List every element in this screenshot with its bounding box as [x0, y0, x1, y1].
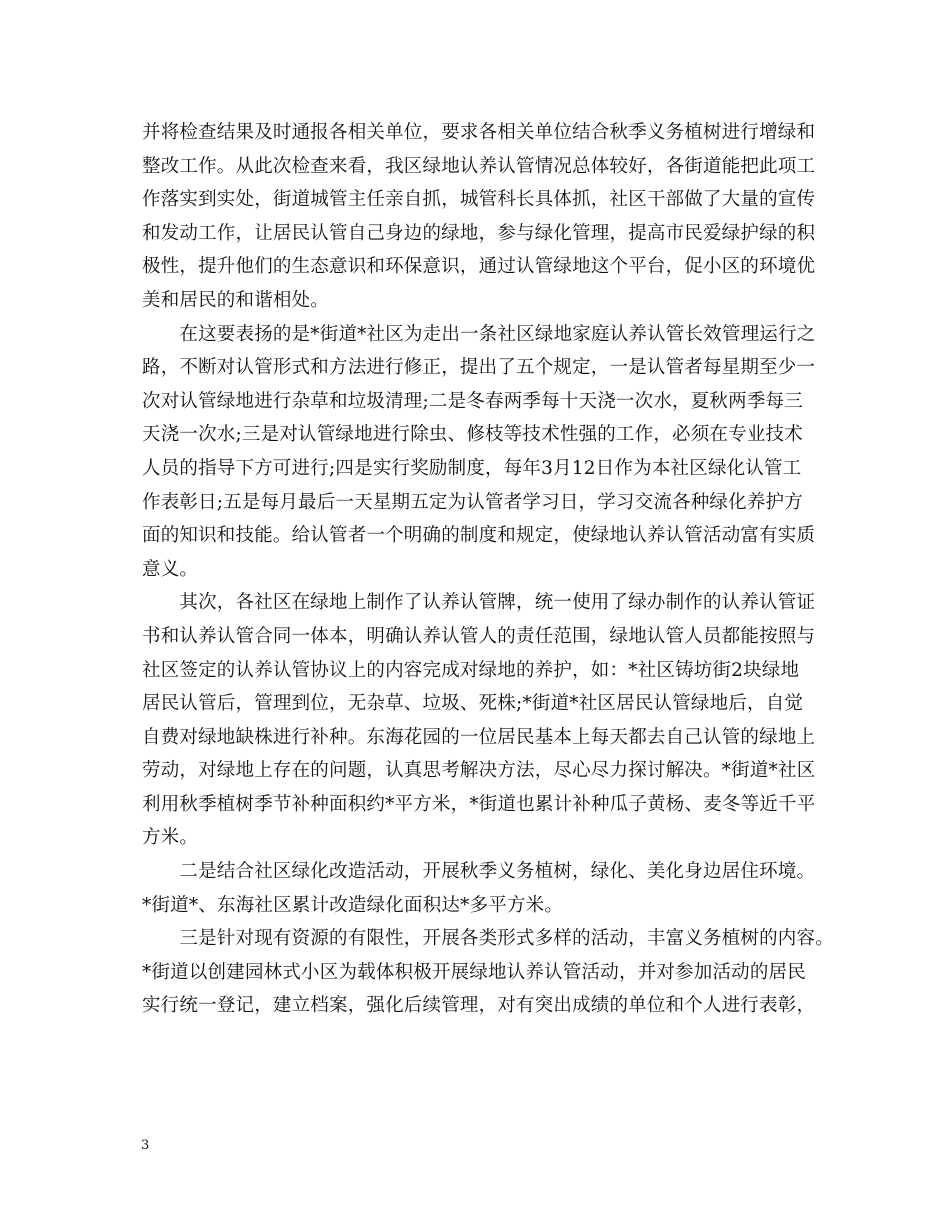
text-line: 自费对绿地缺株进行补种。东海花园的一位居民基本上每天都去自己认管的绿地上 [142, 726, 816, 748]
text-line: 在这要表扬的是*街道*社区为走出一条社区绿地家庭认养认管长效管理运行之 [142, 323, 816, 345]
text-line: 三是针对现有资源的有限性，开展各类形式多样的活动，丰富义务植树的内容。 [142, 928, 834, 950]
text-line: 二是结合社区绿化改造活动，开展秋季义务植树，绿化、美化身边居住环境。 [142, 861, 816, 883]
text-line: *街道以创建园林式小区为载体积极开展绿地认养认管活动，并对参加活动的居民 [142, 961, 806, 983]
text-line: 整改工作。从此次检查来看，我区绿地认养认管情况总体较好，各街道能把此项工 [142, 155, 816, 177]
text-line: 劳动，对绿地上存在的问题，认真思考解决方法，尽心尽力探讨解决。*街道*社区 [142, 760, 816, 782]
text-line: 社区签定的认养认管协议上的内容完成对绿地的养护，如：*社区铸坊街2块绿地 [142, 659, 800, 681]
body-text [142, 116, 834, 1023]
text-line: 天浇一次水;三是对认管绿地进行除虫、修枝等技术性强的工作，必须在专业技术 [142, 424, 803, 446]
text-line: 书和认养认管合同一体本，明确认养认管人的责任范围，绿地认管人员都能按照与 [142, 625, 816, 647]
page-number: 3 [141, 1138, 150, 1153]
text-line: 其次，各社区在绿地上制作了认养认管牌，统一使用了绿办制作的认养认管证 [142, 592, 816, 614]
text-line: 并将检查结果及时通报各相关单位，要求各相关单位结合秋季义务植树进行增绿和 [142, 122, 816, 143]
text-line: 利用秋季植树季节补种面积约*平方米，*街道也累计补种瓜子黄杨、麦冬等近千平 [142, 793, 816, 815]
text-line: 路，不断对认管形式和方法进行修正，提出了五个规定，一是认管者每星期至少一 [142, 357, 816, 379]
text-line: 人员的指导下方可进行;四是实行奖励制度，每年3月12日作为本社区绿化认管工 [142, 457, 802, 479]
text-line: 次对认管绿地进行杂草和垃圾清理;二是冬春两季每十天浇一次水，夏秋两季每三 [142, 390, 803, 412]
text-line: 实行统一登记，建立档案，强化后续管理，对有突出成绩的单位和个人进行表彰， [142, 995, 816, 1017]
text-line: 面的知识和技能。给认管者一个明确的制度和规定，使绿地认养认管活动富有实质 [142, 525, 816, 547]
text-line: 意义。 [142, 558, 199, 580]
text-line: 方米。 [142, 827, 199, 849]
text-line: 作表彰日;五是每月最后一天星期五定为认管者学习日，学习交流各种绿化养护方 [142, 491, 803, 513]
text-line: 作落实到实处，街道城管主任亲自抓，城管科长具体抓，社区干部做了大量的宣传 [142, 189, 816, 211]
text-line: 居民认管后，管理到位，无杂草、垃圾、死株;*街道*社区居民认管绿地后，自觉 [142, 693, 804, 715]
text-line: 和发动工作，让居民认管自己身边的绿地，参与绿化管理，提高市民爱绿护绿的积 [142, 222, 816, 244]
text-line: 极性，提升他们的生态意识和环保意识，通过认管绿地这个平台，促小区的环境优 [142, 256, 816, 278]
text-line: 美和居民的和谐相处。 [142, 289, 330, 311]
text-line: *街道*、东海社区累计改造绿化面积达*多平方米。 [142, 894, 564, 916]
